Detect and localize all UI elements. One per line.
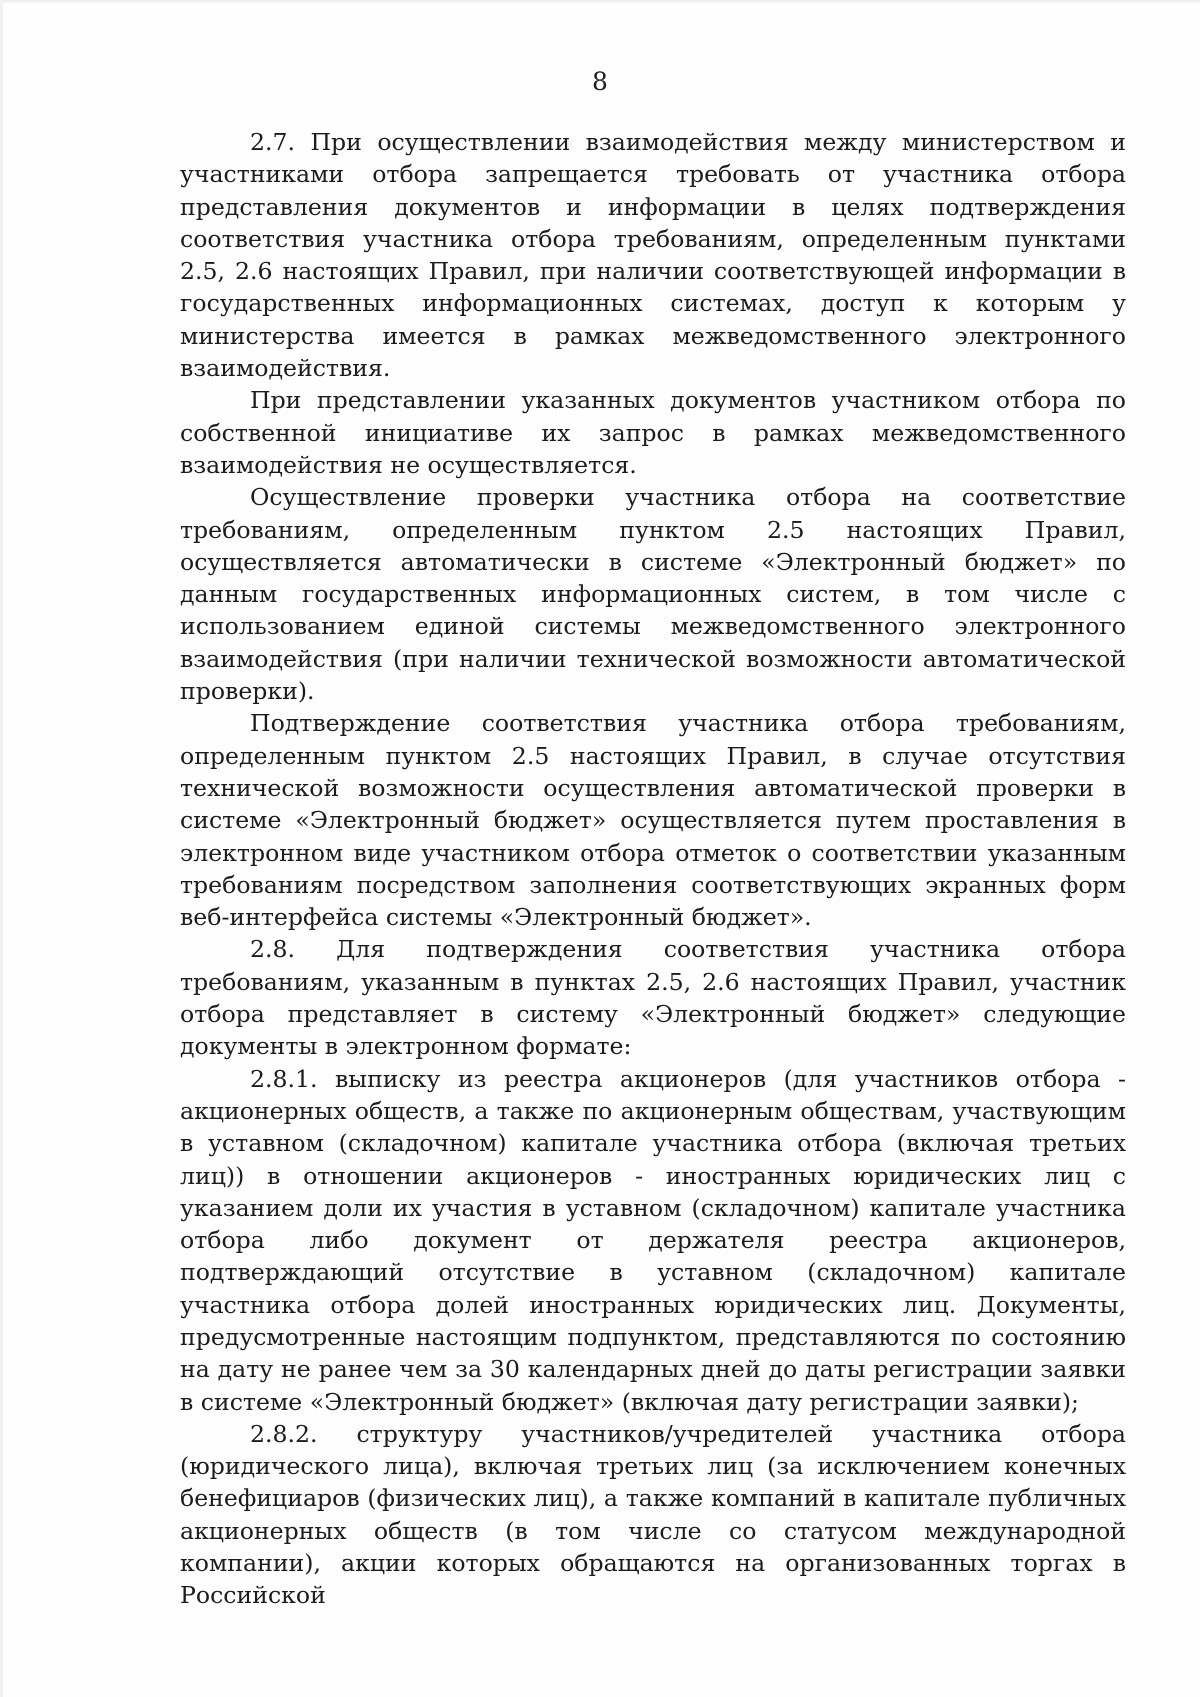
- paragraph-automatic-check: Осуществление проверки участника отбора на соответствие требованиям, определенным пунктом 2.5 настоящих Правил, осуществляется автоматически в системе «Электронный бюджет» по данным государственных информационных систем, в том числе с использованием единой системы межведомственного электронного взаимодействия (при наличии технической возможности автоматической проверки).: [180, 483, 1126, 706]
- paragraph-2-8-1: 2.8.1. выписку из реестра акционеров (для участников отбора - акционерных обществ, а также по акционерным обществам, участвующим в уставном (складочном) капитале участника отбора (включая третьих лиц)) в отношении акционеров - иностранных юридических лиц с указанием доли их участия в уставном (складочном) капитале участника отбора либо документ от держателя реестра акционеров, подтверждающий отсутствие в уставном (складочном) капитале участника отбора долей иностранных юридических лиц. Документы, предусмотренные настоящим подпунктом, представляются по состоянию на дату не ранее чем за 30 календарных дней до даты регистрации заявки в системе «Электронный бюджет» (включая дату регистрации заявки);: [180, 1064, 1126, 1416]
- page-number: 8: [592, 67, 608, 96]
- paragraph-2-8: 2.8. Для подтверждения соответствия участника отбора требованиям, указанным в пунктах 2.5, 2.6 настоящих Правил, участник отбора представляет в систему «Электронный бюджет» следующие документы в электронном формате:: [180, 935, 1126, 1061]
- paragraph-2-8-2: 2.8.2. структуру участников/учредителей участника отбора (юридического лица), включая третьих лиц (за исключением конечных бенефициаров (физических лиц), а также компаний в капитале публичных акционерных обществ (в том числе со статусом международной компании), акции которых обращаются на организованных торгах в Российской: [180, 1419, 1126, 1610]
- scan-left-edge: [0, 0, 3, 1697]
- paragraph-confirmation: Подтверждение соответствия участника отбора требованиям, определенным пунктом 2.5 настоящих Правил, в случае отсутствия технической возможности осуществления автоматической проверки в системе «Электронный бюджет» осуществляется путем проставления в электронном виде участником отбора отметок о соответствии указанным требованиям посредством заполнения соответствующих экранных форм веб-интерфейса системы «Электронный бюджет».: [180, 709, 1126, 932]
- document-body: [180, 126, 1126, 1612]
- paragraph-2-7: 2.7. При осуществлении взаимодействия между министерством и участниками отбора запрещается требовать от участника отбора представления документов и информации в целях подтверждения соответствия участника отбора требованиям, определенным пунктами 2.5, 2.6 настоящих Правил, при наличии соответствующей информации в государственных информационных системах, доступ к которым у министерства имеется в рамках межведомственного электронного взаимодействия.: [180, 128, 1126, 383]
- paragraph-self-submission: При представлении указанных документов участником отбора по собственной инициативе их запрос в рамках межведомственного взаимодействия не осуществляется.: [180, 386, 1126, 479]
- scan-top-edge: [0, 0, 1200, 4]
